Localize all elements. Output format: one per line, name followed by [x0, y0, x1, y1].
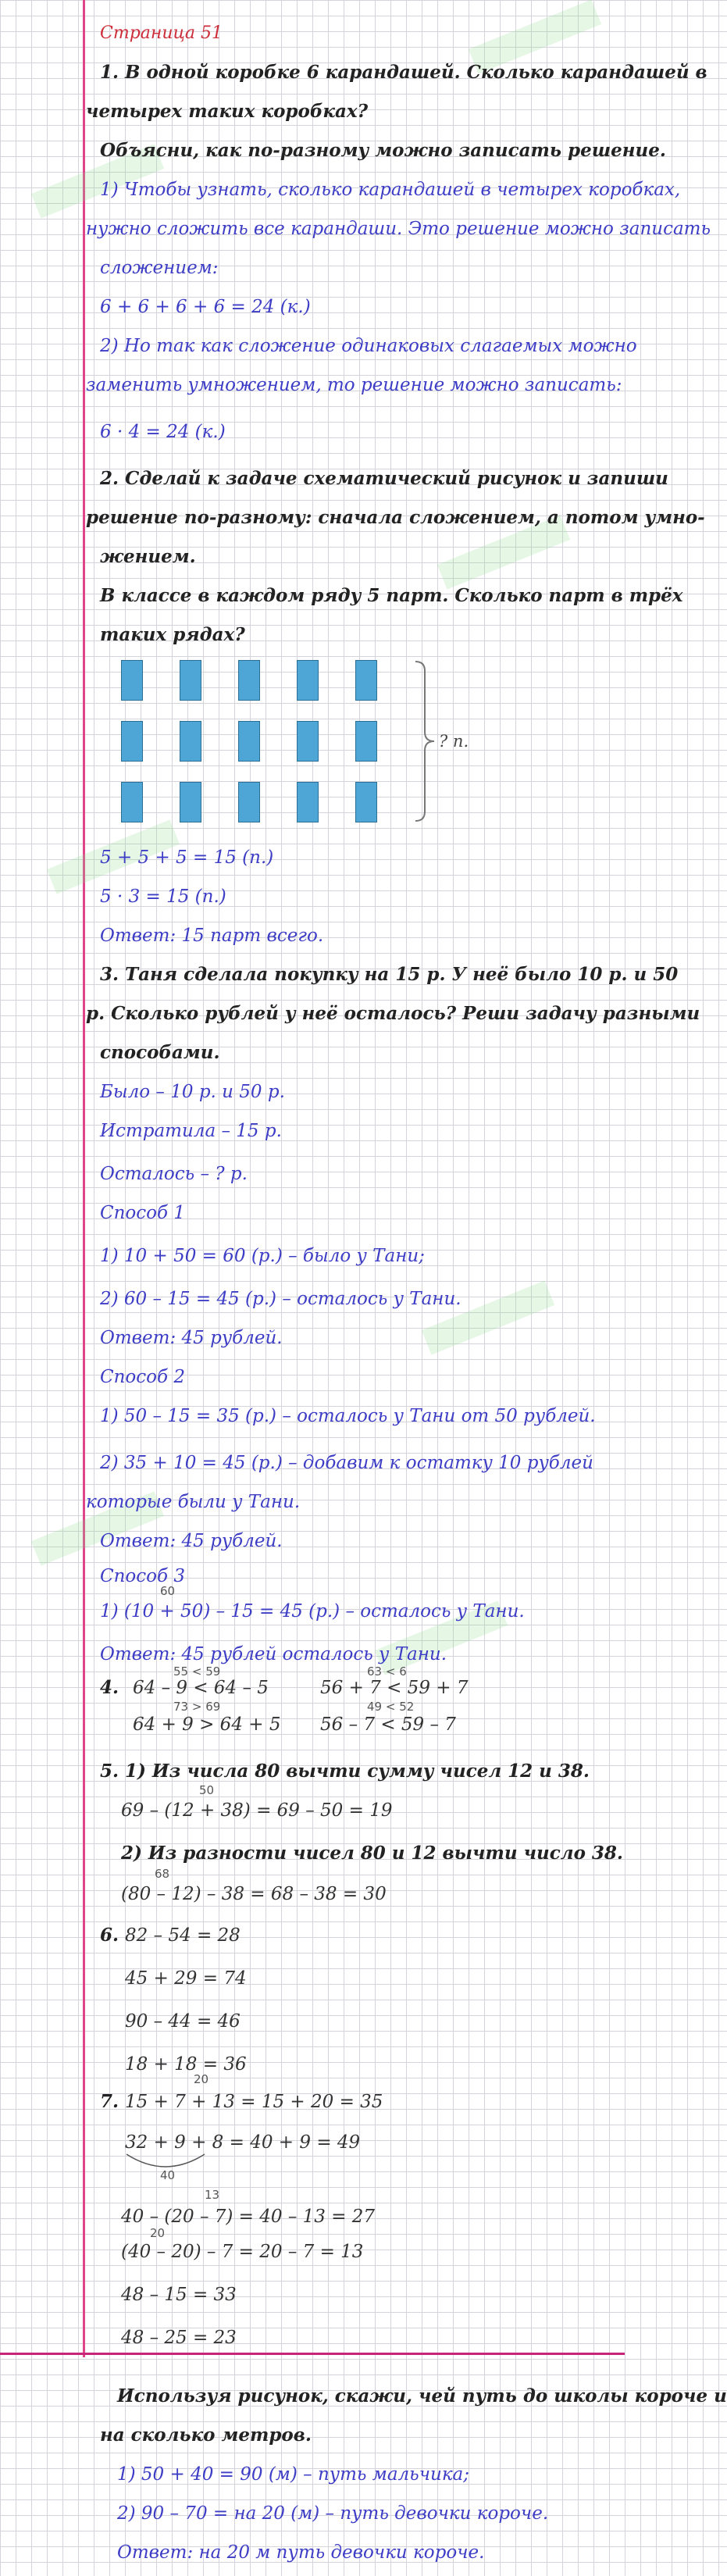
task3-text: способами.: [100, 1042, 220, 1063]
task7-number: 7.: [100, 2091, 119, 2112]
task7-equation: 40 – (20 – 7) = 40 – 13 = 27: [121, 2207, 376, 2227]
task5-helper: 68: [155, 1867, 170, 1881]
task1-text: 1. В одной коробке 6 карандашей. Сколько карандашей в: [100, 62, 707, 83]
task4-helper: 55 < 59: [173, 1664, 221, 1679]
task1-answer: 1) Чтобы узнать, сколько карандашей в четырех коробках,: [100, 180, 681, 200]
notebook-margin-line: [83, 0, 85, 2357]
desk: [121, 660, 143, 701]
task7-equation: (40 – 20) – 7 = 20 – 7 = 13: [121, 2242, 364, 2262]
task1-equation: 6 + 6 + 6 + 6 = 24 (к.): [100, 297, 311, 317]
task4-inequality: 64 + 9 > 64 + 5: [133, 1714, 281, 1735]
task7-equation: 48 – 25 = 23: [121, 2328, 237, 2348]
task3-method-title: Способ 2: [100, 1367, 185, 1387]
task3-method-title: Способ 1: [100, 1203, 185, 1223]
desk: [238, 782, 260, 822]
task3-helper-number: 60: [160, 1584, 176, 1598]
task5-prompt: 2) Из разности чисел 80 и 12 вычти число 38.: [121, 1843, 623, 1864]
bonus-step: 1) 50 + 40 = 90 (м) – путь мальчика;: [117, 2464, 470, 2485]
task3-step: 2) 60 – 15 = 45 (р.) – осталось у Тани.: [100, 1289, 462, 1309]
task3-condition: Истратила – 15 р.: [100, 1121, 282, 1141]
bonus-question: на сколько метров.: [100, 2424, 312, 2446]
section-divider: [0, 2353, 625, 2355]
task3-step: 2) 35 + 10 = 45 (р.) – добавим к остатку 10 рублей: [100, 1453, 593, 1473]
task7-helper: 40: [160, 2168, 176, 2182]
task7-equation: 32 + 9 + 8 = 40 + 9 = 49: [125, 2132, 361, 2153]
task3-condition: Было – 10 р. и 50 р.: [100, 1082, 285, 1102]
task4-inequality: 64 – 9 < 64 – 5: [133, 1678, 269, 1698]
task7-helper: 13: [205, 2188, 220, 2202]
task7-helper: 20: [150, 2226, 166, 2240]
task5-equation: (80 – 12) – 38 = 68 – 38 = 30: [121, 1884, 387, 1904]
task3-step: 1) (10 + 50) – 15 = 45 (р.) – осталось у Тани.: [100, 1601, 525, 1622]
task6-number: 6.: [100, 1925, 119, 1946]
desk: [297, 721, 319, 762]
task1-answer: заменить умножением, то решение можно записать:: [86, 375, 622, 395]
task4-inequality: 56 – 7 < 59 – 7: [320, 1714, 456, 1735]
task2-text: жением.: [100, 546, 196, 567]
desk: [355, 660, 377, 701]
task1-answer: 2) Но так как сложение одинаковых слагаемых можно: [100, 336, 637, 356]
desk: [238, 721, 260, 762]
bonus-step: 2) 90 – 70 = на 20 (м) – путь девочки короче.: [117, 2503, 549, 2524]
task2-equation: 5 + 5 + 5 = 15 (п.): [100, 847, 274, 868]
task6-equation: 18 + 18 = 36: [125, 2054, 247, 2075]
task7-equation: 48 – 15 = 33: [121, 2285, 237, 2305]
task4-helper: 49 < 52: [367, 1700, 415, 1714]
task4-helper: 73 > 69: [173, 1700, 221, 1714]
task5-prompt: 5. 1) Из числа 80 вычти сумму чисел 12 и 38.: [100, 1761, 590, 1782]
task3-answer: Ответ: 45 рублей.: [100, 1531, 283, 1551]
bonus-answer: Ответ: на 20 м путь девочки короче.: [117, 2542, 485, 2563]
task7-helper: 20: [194, 2072, 209, 2086]
desk: [355, 721, 377, 762]
page-title: Страница 51: [100, 23, 223, 43]
task3-method-title: Способ 3: [100, 1566, 185, 1586]
desk: [121, 721, 143, 762]
task3-answer: Ответ: 45 рублей.: [100, 1328, 283, 1348]
bonus-question: Используя рисунок, скажи, чей путь до школы короче и: [117, 2385, 727, 2407]
task7-equation: 15 + 7 + 13 = 15 + 20 = 35: [125, 2092, 383, 2112]
desk: [180, 721, 201, 762]
desk: [355, 782, 377, 822]
task6-equation: 45 + 29 = 74: [125, 1968, 247, 1989]
task3-step: которые были у Тани.: [86, 1492, 301, 1512]
task2-equation: 5 · 3 = 15 (п.): [100, 887, 226, 907]
desk: [180, 782, 201, 822]
task3-condition: Осталось – ? р.: [100, 1164, 248, 1184]
task3-step: 1) 50 – 15 = 35 (р.) – осталось у Тани от 50 рублей.: [100, 1406, 596, 1426]
task6-equation: 90 – 44 = 46: [125, 2011, 241, 2032]
task3-step: 1) 10 + 50 = 60 (р.) – было у Тани;: [100, 1246, 425, 1266]
task1-text: четырех таких коробках?: [86, 101, 369, 122]
task1-equation: 6 · 4 = 24 (к.): [100, 422, 226, 442]
task1-answer: нужно сложить все карандаши. Это решение можно записать: [86, 219, 711, 239]
task3-text: р. Сколько рублей у неё осталось? Реши задачу разными: [86, 1003, 700, 1024]
desk: [180, 660, 201, 701]
desk: [238, 660, 260, 701]
task1-prompt: Объясни, как по-разному можно записать решение.: [100, 140, 666, 161]
task2-text: решение по-разному: сначала сложением, а потом умно-: [86, 507, 705, 528]
desk: [121, 782, 143, 822]
brace: [414, 660, 437, 824]
task6-equation: 82 – 54 = 28: [125, 1925, 241, 1946]
task2-text: 2. Сделай к задаче схематический рисунок и запиши: [100, 468, 668, 489]
task3-text: 3. Таня сделала покупку на 15 р. У неё было 10 р. и 50: [100, 964, 679, 985]
task2-answer: Ответ: 15 парт всего.: [100, 926, 324, 946]
brace-label: ? п.: [439, 732, 469, 751]
task2-problem: таких рядах?: [100, 624, 245, 645]
task4-inequality: 56 + 7 < 59 + 7: [320, 1678, 469, 1698]
task2-problem: В классе в каждом ряду 5 парт. Сколько парт в трёх: [100, 585, 683, 606]
desk: [297, 660, 319, 701]
desk: [297, 782, 319, 822]
task5-equation: 69 – (12 + 38) = 69 – 50 = 19: [121, 1800, 393, 1821]
task4-helper: 63 < 6: [367, 1664, 407, 1679]
task1-answer: сложением:: [100, 258, 219, 278]
task3-answer: Ответ: 45 рублей осталось у Тани.: [100, 1644, 447, 1664]
task5-helper: 50: [199, 1783, 215, 1797]
task4-number: 4.: [100, 1677, 119, 1698]
